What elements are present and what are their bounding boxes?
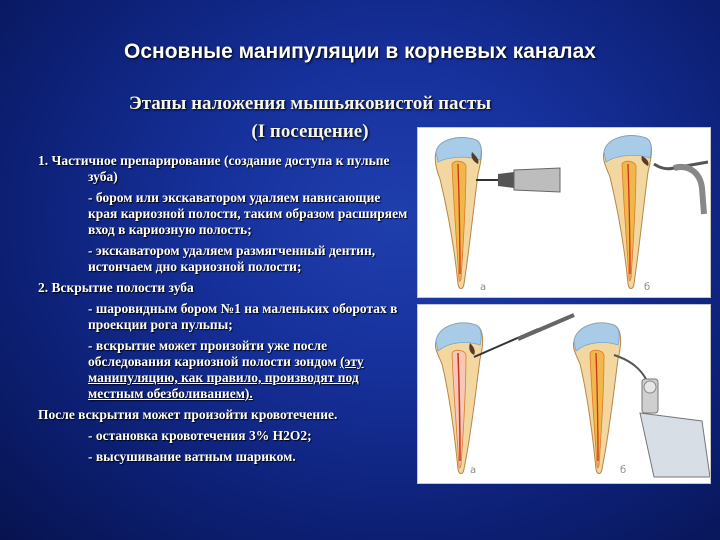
step-2-heading: 2. Вскрытие полости зуба	[38, 280, 194, 295]
figure-label-a: а	[480, 282, 487, 293]
figure-label-c: а	[470, 465, 477, 476]
step-2-item-b-note: (эту манипуляцию, как правило, производят под местным обезболиванием).	[88, 354, 364, 401]
slide-title: Основные манипуляции в корневых каналах	[124, 40, 596, 63]
subtitle-line-1: Этапы наложения мышьяковистой пасты	[128, 93, 492, 114]
step-1-heading: 1. Частичное препарирование (создание доступа к пульпе зуба)	[38, 153, 390, 184]
step-1-item-a: - бором или экскаватором удаляем нависающие края кариозной полости, таким образом расширяем вход в кариозную полость;	[88, 190, 408, 237]
steps-list	[38, 153, 408, 470]
probe-instrument	[474, 315, 574, 357]
illustration-bottom	[417, 304, 711, 484]
step-3-item-a: - остановка кровотечения 3% Н2О2;	[88, 428, 312, 443]
dental-handpiece	[614, 355, 710, 477]
tooth-preparation-illustration	[418, 128, 710, 297]
step-2-item-a: - шаровидным бором №1 на маленьких оборотах в проекции рога пульпы;	[88, 301, 398, 332]
subtitle-line-2: (I посещение)	[251, 121, 369, 142]
tooth-d-image	[573, 323, 620, 474]
figure-label-d: б	[620, 465, 627, 476]
excavator-instrument-b	[654, 162, 708, 214]
step-3-heading: После вскрытия может произойти кровотечение.	[38, 407, 338, 422]
tooth-b-image	[603, 136, 651, 289]
step-2-item-b-text: - вскрытие может произойти уже после обследования кариозной полости зондом	[88, 338, 341, 369]
step-1-item-b: - экскаватором удаляем размягченный дентин, истончаем дно кариозной полости;	[88, 243, 376, 274]
step-3-item-b: - высушивание ватным шариком.	[88, 449, 296, 464]
tooth-a-image	[435, 138, 481, 289]
pulp-opening-illustration	[418, 305, 710, 483]
step-2-item-b	[38, 338, 408, 402]
illustration-top	[417, 127, 711, 298]
figure-label-b: б	[644, 282, 651, 293]
drill-instrument-a	[476, 168, 560, 192]
tooth-c-image	[435, 323, 482, 474]
